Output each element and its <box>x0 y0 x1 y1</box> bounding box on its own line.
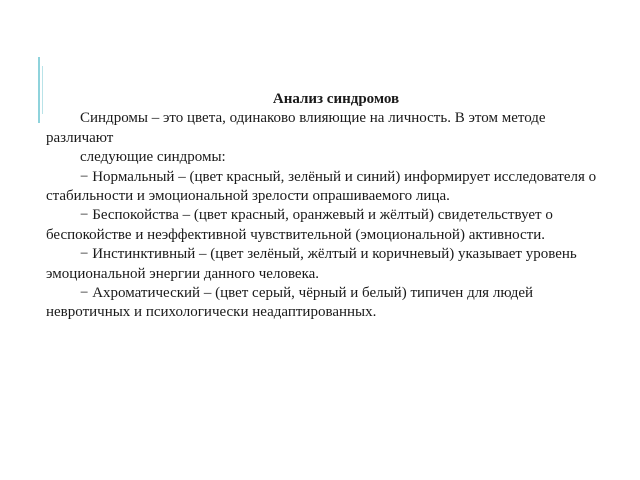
syndrome-instinctive: − Инстинктивный – (цвет зелёный, жёлтый и коричневый) указывает уровень эмоциональной энергии данного человека. <box>46 246 577 282</box>
syndrome-achromatic: − Ахроматический – (цвет серый, чёрный и белый) типичен для людей невротичных и психологически неадаптированных. <box>46 285 534 321</box>
intro-paragraph: Синдромы – это цвета, одинаково влияющие на личность. В этом методе различают <box>46 110 546 146</box>
intro-continuation: следующие синдромы: <box>80 149 226 166</box>
decorative-accent-line-thin <box>42 66 43 114</box>
slide-title: Анализ синдромов <box>272 91 400 107</box>
syndrome-normal: − Нормальный – (цвет красный, зелёный и синий) информирует исследователя о стабильности и эмоциональной зрелости опрашиваемого лица. <box>46 168 597 205</box>
slide-content <box>46 90 606 323</box>
decorative-accent-line <box>38 57 40 123</box>
syndrome-anxiety: − Беспокойства – (цвет красный, оранжевый и жёлтый) свидетельствует о беспокойстве и неэффективной чувствительной (эмоциональной) активности. <box>46 207 553 243</box>
